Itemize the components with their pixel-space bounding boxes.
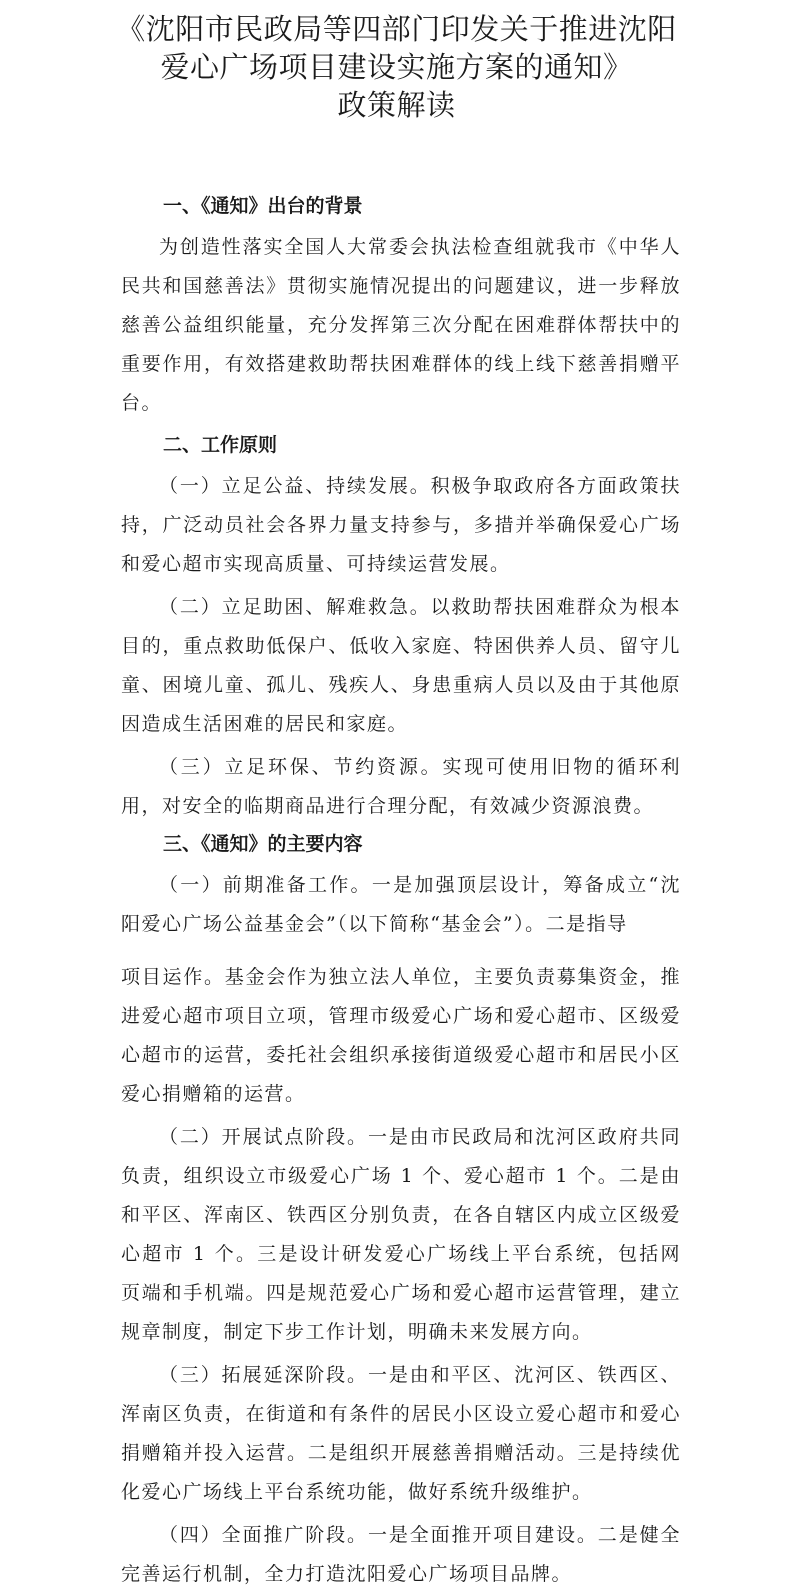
paragraph-gap xyxy=(121,944,681,958)
title-line-2: 爱心广场项目建设实施方案的通知》 xyxy=(160,50,633,84)
title-line-3: 政策解读 xyxy=(337,88,456,122)
paragraph-background: 为创造性落实全国人大常委会执法检查组就我市《中华人民共和国慈善法》贯彻实施情况提出的问题建议，进一步释放慈善公益组织能量，充分发挥第三次分配在困难群体帮扶中的重要作用，有效搭建救助帮扶困难群体的线上线下慈善捐赠平台。 xyxy=(121,236,681,414)
document-title xyxy=(60,10,733,124)
paragraph-principle-1: （一）立足公益、持续发展。积极争取政府各方面政策扶持，广泛动员社会各界力量支持参与，多措并举确保爱心广场和爱心超市实现高质量、可持续运营发展。 xyxy=(121,475,681,575)
paragraph-content-1: （一）前期准备工作。一是加强顶层设计，筹备成立“沈阳爱心广场公益基金会”（以下简称“基金会”）。二是指导 xyxy=(121,874,681,935)
paragraph-content-1-cont: 项目运作。基金会作为独立法人单位，主要负责募集资金，推进爱心超市项目立项，管理市级爱心广场和爱心超市、区级爱心超市的运营，委托社会组织承接街道级爱心超市和居民小区爱心捐赠箱的运营。 xyxy=(121,966,681,1105)
paragraph-principle-2: （二）立足助困、解难救急。以救助帮扶困难群众为根本目的，重点救助低保户、低收入家庭、特困供养人员、留守儿童、困境儿童、孤儿、残疾人、身患重病人员以及由于其他原因造成生活困难的居民和家庭。 xyxy=(121,596,681,735)
title-line-1: 《沈阳市民政局等四部门印发关于推进沈阳 xyxy=(116,12,677,46)
section-heading-background: 一、《通知》出台的背景 xyxy=(163,195,363,217)
paragraph-principle-3: （三）立足环保、节约资源。实现可使用旧物的循环利用，对安全的临期商品进行合理分配，有效减少资源浪费。 xyxy=(121,756,681,817)
document-body xyxy=(121,188,681,1594)
paragraph-content-2: （二）开展试点阶段。一是由市民政局和沈河区政府共同负责，组织设立市级爱心广场 1 个、爱心超市 1 个。二是由和平区、浑南区、铁西区分别负责，在各自辖区内成立区级爱心超市 1 个。三是设计研发爱心广场线上平台系统，包括网页端和手机端。四是规范爱心广场和爱心超市运营管理，建立规章制度，制定下步工作计划，明确未来发展方向。 xyxy=(121,1126,681,1343)
section-heading-main-content: 三、《通知》的主要内容 xyxy=(163,833,363,855)
section-heading-principles: 二、工作原则 xyxy=(163,434,278,456)
paragraph-content-4: （四）全面推广阶段。一是全面推开项目建设。二是健全完善运行机制，全力打造沈阳爱心广场项目品牌。 xyxy=(121,1524,681,1585)
paragraph-content-3: （三）拓展延深阶段。一是由和平区、沈河区、铁西区、浑南区负责，在街道和有条件的居民小区设立爱心超市和爱心捐赠箱并投入运营。二是组织开展慈善捐赠活动。三是持续优化爱心广场线上平台系统功能，做好系统升级维护。 xyxy=(121,1364,681,1503)
